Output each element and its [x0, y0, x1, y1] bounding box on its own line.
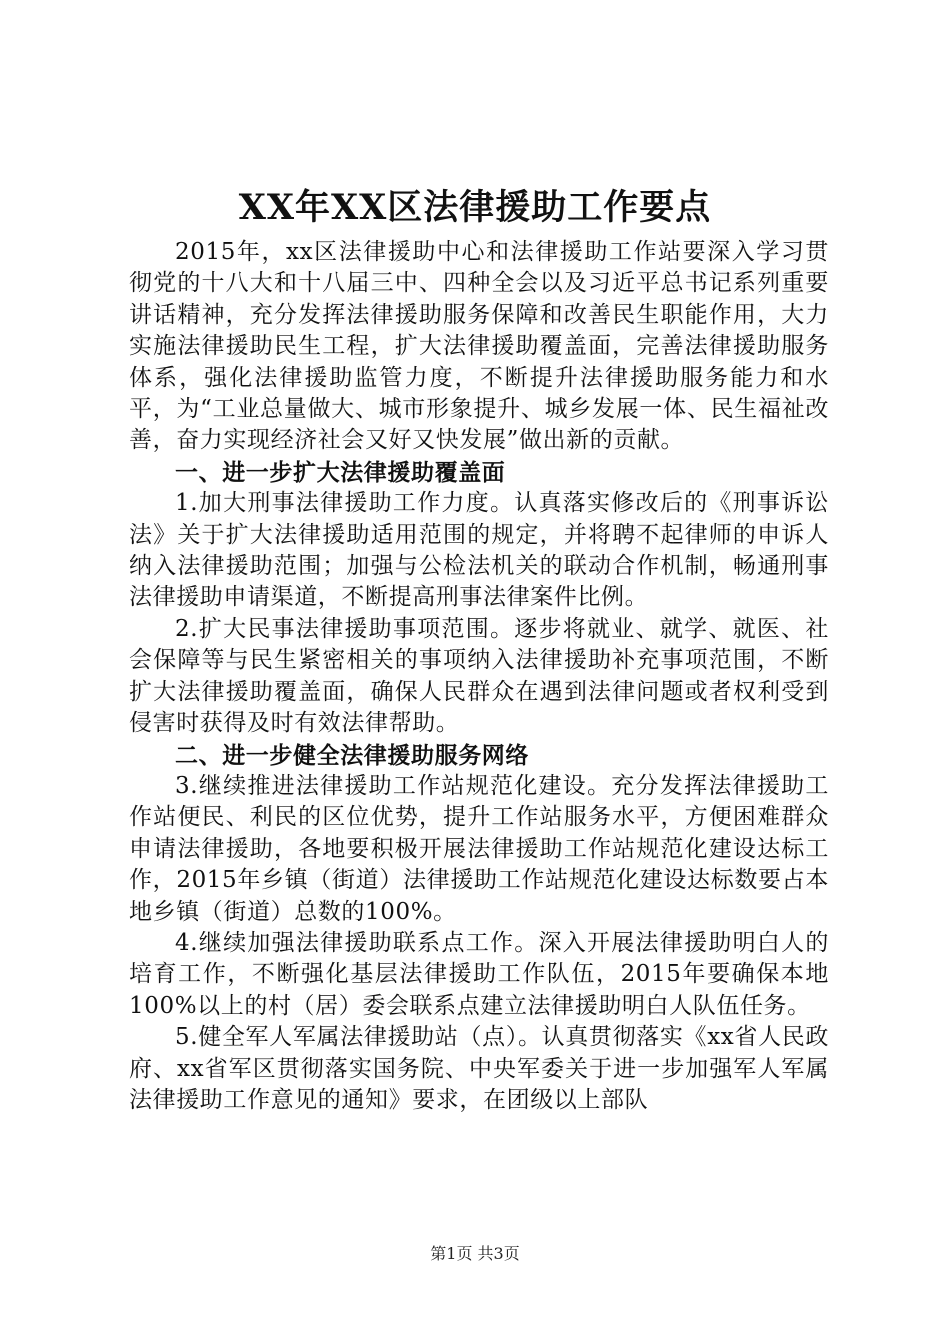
section-heading-2: 二、进一步健全法律援助服务网络 [175, 741, 529, 769]
page-number-footer: 第1页 共3页 [430, 1244, 520, 1263]
document-title: XX年XX区法律援助工作要点 [238, 187, 712, 228]
item-paragraph-2: 2.扩大民事法律援助事项范围。逐步将就业、就学、就医、社会保障等与民生紧密相关的事项纳入法律援助补充事项范围，不断扩大法律援助覆盖面，确保人民群众在遇到法律问题或者权利受到侵害时获得及时有效法律帮助。 [129, 615, 829, 737]
section-heading-1: 一、进一步扩大法律援助覆盖面 [175, 458, 506, 486]
item-paragraph-4: 4.继续加强法律援助联系点工作。深入开展法律援助明白人的培育工作，不断强化基层法律援助工作队伍，2015年要确保本地100%以上的村（居）委会联系点建立法律援助明白人队伍任务。 [129, 929, 829, 1019]
intro-paragraph: 2015年，xx区法律援助中心和法律援助工作站要深入学习贯彻党的十八大和十八届三中、四种全会以及习近平总书记系列重要讲话精神，充分发挥法律援助服务保障和改善民生职能作用，大力实施法律援助民生工程，扩大法律援助覆盖面，完善法律援助服务体系，强化法律援助监管力度，不断提升法律援助服务能力和水平，为“工业总量做大、城市形象提升、城乡发展一体、民生福祉改善，奋力实现经济社会又好又快发展”做出新的贡献。 [129, 239, 829, 454]
item-paragraph-3: 3.继续推进法律援助工作站规范化建设。充分发挥法律援助工作站便民、利民的区位优势，提升工作站服务水平，方便困难群众申请法律援助，各地要积极开展法律援助工作站规范化建设达标工作，2015年乡镇（街道）法律援助工作站规范化建设达标数要占本地乡镇（街道）总数的100%。 [129, 772, 829, 925]
item-paragraph-5: 5.健全军人军属法律援助站（点）。认真贯彻落实《xx省人民政府、xx省军区贯彻落实国务院、中央军委关于进一步加强军人军属法律援助工作意见的通知》要求，在团级以上部队 [129, 1024, 829, 1113]
item-paragraph-1: 1.加大刑事法律援助工作力度。认真落实修改后的《刑事诉讼法》关于扩大法律援助适用范围的规定，并将聘不起律师的申诉人纳入法律援助范围；加强与公检法机关的联动合作机制，畅通刑事法律援助申请渠道，不断提高刑事法律案件比例。 [129, 490, 829, 611]
document-body [129, 237, 829, 1116]
